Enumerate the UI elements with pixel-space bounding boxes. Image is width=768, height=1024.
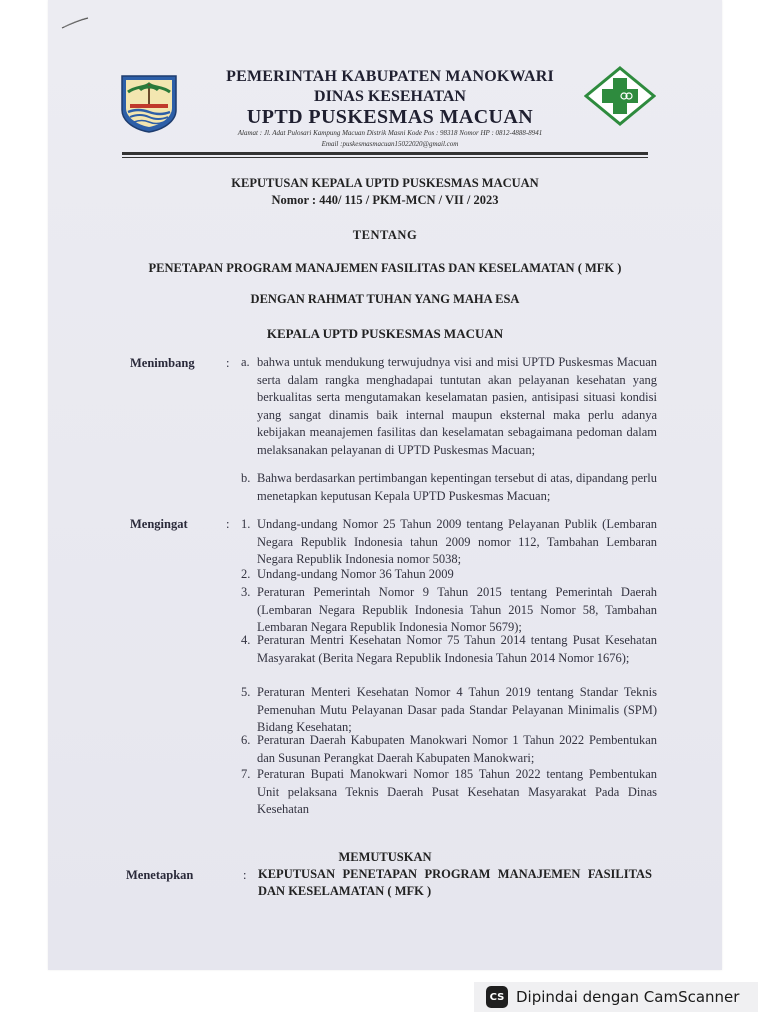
- puskesmas-logo-icon: [584, 66, 656, 126]
- item-text: Peraturan Bupati Manokwari Nomor 185 Tahun 2022 tentang Pembentukan Unit pelaksana Teknis Daerah Pusat Kesehatan Masyarakat Pada Dinas Kesehatan: [257, 767, 657, 817]
- camscanner-label: Dipindai dengan CamScanner: [516, 988, 740, 1006]
- menimbang-item-b: [241, 470, 657, 505]
- header-email: Email :puskesmasmacuan15022020@gmail.com: [321, 140, 459, 148]
- item-text: Peraturan Pemerintah Nomor 9 Tahun 2015 tentang Pemerintah Daerah (Lembaran Negara Republik Indonesia Tahun 2015 Nomor 58, Tambahan Lembaran Negara Republik Indonesia Nomor 5679);: [257, 585, 657, 635]
- item-text: Undang-undang Nomor 25 Tahun 2009 tentang Pelayanan Publik (Lembaran Negara Republik Indonesia tahun 2009 nomor 112, Tambahan Lembaran Negara Republik Indonesia nomor 5038;: [257, 517, 657, 567]
- menimbang-item-a: [241, 354, 657, 460]
- decree-subject: PENETAPAN PROGRAM MANAJEMEN FASILITAS DAN KESELAMATAN ( MFK ): [148, 261, 622, 275]
- decide-heading: MEMUTUSKAN: [338, 850, 432, 864]
- header-unit: UPTD PUSKESMAS MACUAN: [246, 106, 534, 128]
- head-heading: KEPALA UPTD PUSKESMAS MACUAN: [266, 326, 504, 341]
- mengingat-item-7: [241, 766, 657, 819]
- item-marker: b.: [241, 471, 251, 485]
- pen-scribble-mark: [60, 16, 90, 30]
- mengingat-colon: :: [226, 517, 230, 531]
- item-text: Bahwa berdasarkan pertimbangan kepentingan tersebut di atas, dipandang perlu menetapkan keputusan Kepala UPTD Puskesmas Macuan;: [257, 471, 657, 503]
- grace-heading: DENGAN RAHMAT TUHAN YANG MAHA ESA: [250, 292, 520, 306]
- menetapkan-colon: :: [243, 868, 247, 882]
- camscanner-icon: CS: [486, 986, 508, 1008]
- item-marker: 2.: [241, 567, 251, 581]
- mengingat-item-6: [241, 732, 657, 767]
- header-rule-thin: [122, 157, 648, 158]
- menimbang-colon: :: [226, 356, 230, 370]
- mengingat-item-2: [241, 566, 657, 584]
- item-marker: 1.: [241, 517, 251, 531]
- mengingat-item-3: [241, 584, 657, 637]
- mengingat-label: Mengingat: [130, 517, 188, 531]
- item-text: Peraturan Mentri Kesehatan Nomor 75 Tahun 2014 tentang Pusat Kesehatan Masyarakat (Berita Negara Republik Indonesia Tahun 2014 Nomor 1676);: [257, 633, 657, 665]
- header-address: Alamat : Jl. Adat Pulosari Kampung Macuan Distrik Masni Kode Pos : 98318 Nomor HP : 0812-4888-8941: [237, 129, 543, 137]
- camscanner-badge: [474, 982, 758, 1012]
- decision-text: KEPUTUSAN PENETAPAN PROGRAM MANAJEMEN FASILITAS DAN KESELAMATAN ( MFK ): [258, 867, 652, 898]
- item-marker: 7.: [241, 767, 251, 781]
- regency-emblem-icon: [118, 72, 180, 134]
- item-marker: 3.: [241, 585, 251, 599]
- mengingat-item-5: [241, 684, 657, 737]
- decree-number: Nomor : 440/ 115 / PKM-MCN / VII / 2023: [271, 193, 499, 207]
- decree-title: KEPUTUSAN KEPALA UPTD PUSKESMAS MACUAN: [231, 176, 539, 190]
- menimbang-label: Menimbang: [130, 356, 195, 370]
- header-government: PEMERINTAH KABUPATEN MANOKWARI: [226, 68, 554, 85]
- about-heading: TENTANG: [352, 228, 418, 242]
- menetapkan-label: Menetapkan: [126, 868, 194, 882]
- item-text: bahwa untuk mendukung terwujudnya visi and misi UPTD Puskesmas Macuan serta dalam rangka menghadapai tuntutan akan pelayanan kesehatan yang berkualitas serta mengutamakan keselamatan pasien, antisipasi situasi kondisi yang sangat dinamis baik internal maupun eksternal maka perlu adanya kebijakan meanajemen fasilitas dan keselamatan sebagaimana pedoman dalam melaksanakan pelayanan di UPTD Puskesmas Macuan;: [257, 355, 657, 457]
- item-text: Peraturan Daerah Kabupaten Manokwari Nomor 1 Tahun 2022 Pembentukan dan Susunan Perangkat Daerah Kabupaten Manokwari;: [257, 733, 657, 765]
- mengingat-item-4: [241, 632, 657, 667]
- item-marker: 4.: [241, 633, 251, 647]
- item-marker: 6.: [241, 733, 251, 747]
- item-marker: 5.: [241, 685, 251, 699]
- header-agency: DINAS KESEHATAN: [314, 88, 466, 105]
- header-rule-thick: [122, 152, 648, 155]
- item-text: Peraturan Menteri Kesehatan Nomor 4 Tahun 2019 tentang Standar Teknis Pemenuhan Mutu Pelayanan Dasar pada Standar Pelayanan Minimalis (SPM) Bidang Kesehatan;: [257, 685, 657, 735]
- item-text: Undang-undang Nomor 36 Tahun 2009: [257, 567, 454, 581]
- mengingat-item-1: [241, 516, 657, 569]
- item-marker: a.: [241, 355, 250, 369]
